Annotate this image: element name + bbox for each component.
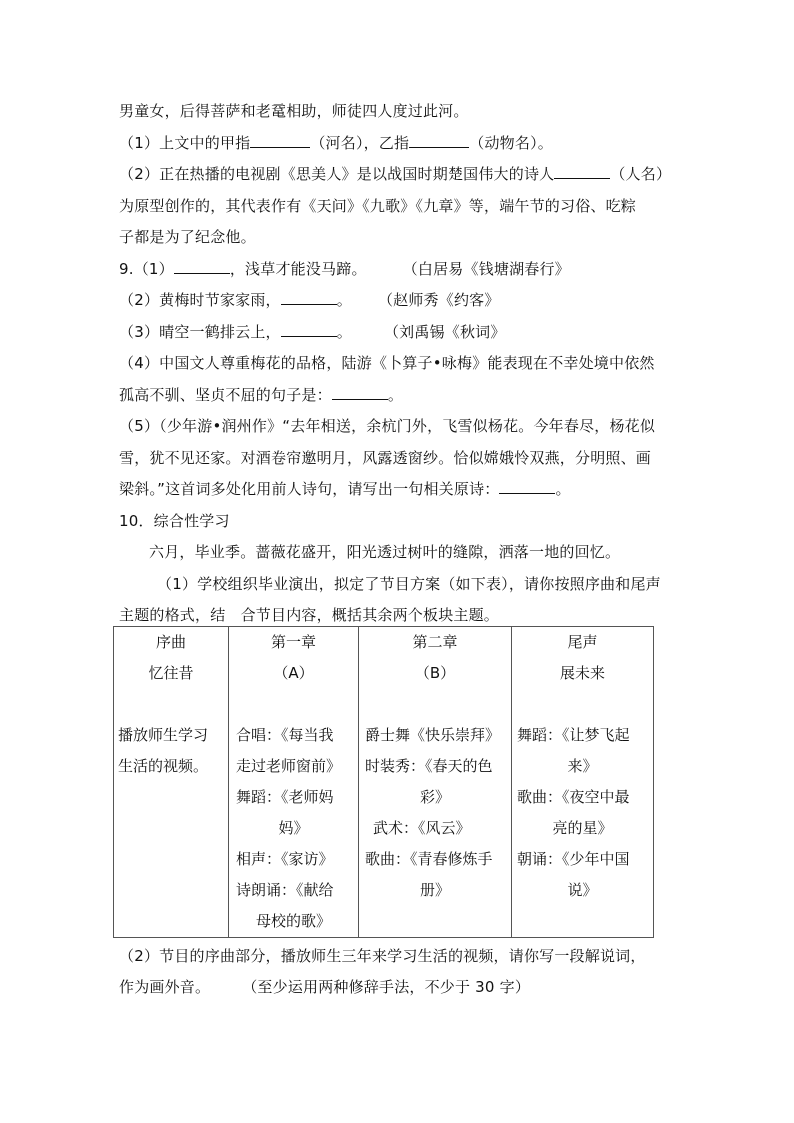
cell-text: 歌曲：《青春修炼手 [365,850,493,868]
text: 子都是为了纪念他。 [119,228,256,246]
table-cell-chapter2 [359,627,512,938]
question-line [119,385,403,405]
text: （动物名）。 [469,134,553,152]
text: （3）晴空一鹤排云上， [119,323,281,341]
cell-heading: 第一章 [270,633,316,651]
text-line [149,542,620,562]
text: 。 [336,291,352,309]
text-line [119,227,256,247]
table-cell-epilogue [512,627,654,938]
cell-text: 来》 [567,757,598,775]
text: （5）（少年游•润州作》“去年相送，余杭门外，飞雪似杨花。今年春尽，杨花似 [119,417,656,435]
text-line [119,977,530,997]
answer-blank[interactable] [174,259,230,274]
text: （至少运用两种修辞手法，不少于 30 字） [242,978,531,996]
cell-theme: 展未来 [559,664,605,682]
answer-blank[interactable] [281,322,337,337]
cell-text: 母校的歌》 [255,912,331,930]
cell-text: 相声：《家访》 [236,850,334,868]
cell-text: 爵士舞《快乐崇拜》 [365,726,501,744]
cell-text: 说》 [567,881,598,899]
answer-blank[interactable] [409,133,469,148]
text-line [157,574,661,594]
text: （人名） [610,165,672,183]
cell-text: 朝诵：《少年中国 [517,850,630,868]
text-line [119,196,636,216]
text-line [119,353,655,373]
text: （2）黄梅时节家家雨， [119,291,281,309]
text: （4）中国文人尊重梅花的品格，陆游《卜算子•咏梅》能表现在不幸处境中依然 [119,354,655,372]
text: （河名），乙指 [310,134,410,152]
table-row [114,627,654,938]
cell-text: 武术：《风云》 [373,819,471,837]
source-citation: （刘禹锡《秋词》 [383,323,506,341]
table-cell-prelude [114,627,229,938]
text-line [119,448,651,468]
cell-text: 册》 [419,881,450,899]
text: 。 [336,323,352,341]
text: 梁斜。”这首词多处化用前人诗句，请写出一句相关原诗： [119,480,500,498]
text: （1）上文中的甲指 [119,134,251,152]
answer-blank[interactable] [332,385,388,400]
answer-blank[interactable] [499,479,555,494]
text: 。 [387,386,404,404]
cell-heading: 序曲 [155,633,186,651]
text: 9.（1） [119,260,174,278]
text: （2）正在热播的电视剧《思美人》是以战国时期楚国伟大的诗人 [119,165,555,183]
question-line [119,259,570,279]
text: 为原型创作的，其代表作有《天问》《九歌》《九章》等，端午节的习俗、吃粽 [119,197,637,215]
text: 。 [555,480,571,498]
text: ，浅草才能没马蹄。 [229,260,367,278]
cell-text: 舞蹈：《老师妈 [236,788,334,806]
question-line [119,322,506,342]
cell-theme: 忆往昔 [148,664,194,682]
cell-text: 合唱：《每当我 [236,726,334,744]
text: 10．综合性学习 [119,512,230,530]
answer-blank[interactable] [250,133,310,148]
text: 孤高不驯、坚贞不屈的句子是： [119,386,332,404]
text-line [119,946,646,966]
cell-text: 亮的星》 [552,819,613,837]
text: 雪，犹不见还家。对酒卷帘邀明月，风露透窗纱。恰似嫦娥怜双燕，分明照、画 [119,449,652,467]
text: 主题的格式，结 合节目内容，概括其余两个板块主题。 [119,606,500,624]
question-line [119,133,553,153]
cell-theme: （B） [414,664,456,682]
source-citation: （赵师秀《约客》 [377,291,500,309]
cell-heading: 尾声 [567,633,598,651]
text-line [119,416,655,436]
text: 六月，毕业季。蔷薇花盛开，阳光透过树叶的缝隙，洒落一地的回忆。 [149,543,621,561]
section-heading [119,511,230,531]
question-line [119,164,671,184]
text: 男童女，后得菩萨和老鼋相助，师徒四人度过此河。 [119,102,469,120]
answer-blank[interactable] [281,290,337,305]
cell-text: 生活的视频。 [118,757,209,775]
cell-text: 走过老师窗前》 [236,757,342,775]
cell-text: 诗朗诵：《献给 [236,881,334,899]
source-citation: （白居易《钱塘湖春行》 [402,260,570,278]
cell-text: 歌曲：《夜空中最 [517,788,630,806]
text: （1）学校组织毕业演出，拟定了节目方案（如下表），请你按照序曲和尾声 [157,575,661,593]
cell-text: 舞蹈：《让梦飞起 [517,726,630,744]
cell-text: 妈》 [278,819,309,837]
cell-theme: （A） [273,664,314,682]
program-table [113,626,654,938]
text-line [119,101,469,121]
question-line [119,479,571,499]
cell-heading: 第二章 [412,633,458,651]
cell-text: 彩》 [419,788,450,806]
answer-blank[interactable] [554,164,610,179]
cell-text: 时装秀：《春天的色 [365,757,493,775]
table-cell-chapter1 [229,627,359,938]
cell-text: 播放师生学习 [118,726,209,744]
text: （2）节目的序曲部分，播放师生三年来学习生活的视频，请你写一段解说词， [119,947,646,965]
question-line [119,290,500,310]
text-line [119,605,499,625]
text: 作为画外音。 [119,978,211,996]
